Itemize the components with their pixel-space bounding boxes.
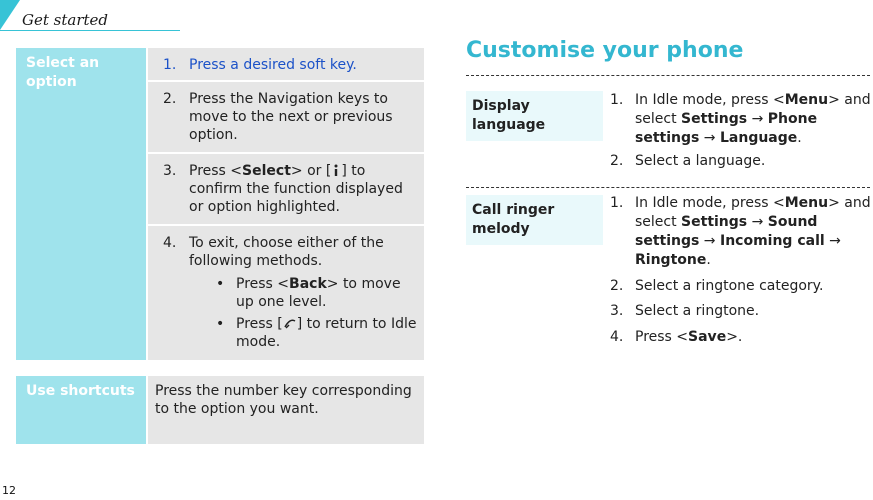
call-ringer-label xyxy=(466,195,603,245)
step-1-num: 1. xyxy=(163,57,177,73)
step-3-post2: ] to confirm the function displayed or option highlighted. xyxy=(189,163,403,215)
dl-language: Language xyxy=(719,130,798,146)
display-language-label-text: Display language xyxy=(472,98,546,133)
dl-arrow-1: → xyxy=(751,111,764,127)
step-3-text xyxy=(189,162,420,216)
step-2-text: Press the Navigation keys to move to the next or previous option. xyxy=(189,91,393,143)
step-1-text: Press a desired soft key. xyxy=(189,57,357,73)
cr-incoming-call: Incoming call xyxy=(719,233,825,249)
cr-arrow-2: → xyxy=(703,233,716,249)
cr-arrow-3: → xyxy=(829,233,841,249)
call-ringer-label-text: Call ringer melody xyxy=(472,202,555,237)
select-option-label xyxy=(16,48,146,360)
bullet-end-pre: Press [ xyxy=(236,316,283,332)
save-key-label: Save xyxy=(688,329,727,345)
display-language-label xyxy=(466,91,603,141)
page-header-title: Get started xyxy=(22,11,109,29)
use-shortcuts-text: Press the number key corresponding to the option you want. xyxy=(155,383,412,417)
cr-step-1-text xyxy=(635,194,873,270)
dl-menu-key: Menu xyxy=(784,92,829,108)
cr-step-3-num: 3. xyxy=(610,303,624,319)
back-key-label: Back xyxy=(289,276,327,292)
cr-s1-b: > and select xyxy=(635,195,871,230)
dl-s1-b: > and select xyxy=(635,92,871,127)
use-shortcuts-row xyxy=(148,376,424,444)
end-call-key-icon xyxy=(283,317,297,330)
cr-ringtone: Ringtone xyxy=(635,252,707,268)
step-2-row xyxy=(148,82,424,152)
dl-s1-a: In Idle mode, press < xyxy=(635,92,785,108)
bullet-end-post: ] to return to Idle mode. xyxy=(236,316,417,350)
info-key-icon xyxy=(331,164,341,177)
cr-settings: Settings xyxy=(681,214,748,230)
cr-sound-settings: Sound settings xyxy=(635,214,818,249)
step-3-post: > or [ xyxy=(290,163,332,179)
cr-s4-post: >. xyxy=(726,329,743,345)
use-shortcuts-label-text: Use shortcuts xyxy=(26,383,135,399)
section-title: Customise your phone xyxy=(466,38,744,63)
header-accent-bar xyxy=(0,0,20,30)
dl-step-1-text xyxy=(635,91,873,148)
cr-arrow-1: → xyxy=(751,214,764,230)
select-key-label: Select xyxy=(242,163,291,179)
select-option-label-text: Select an option xyxy=(26,55,100,90)
bullet-back-pre: Press < xyxy=(236,276,290,292)
step-1-row xyxy=(148,48,424,80)
step-2-num: 2. xyxy=(163,91,177,107)
header-underline xyxy=(0,30,180,31)
cr-step-2-text: Select a ringtone category. xyxy=(635,278,824,294)
step-4-row xyxy=(148,226,424,360)
bullet-end xyxy=(236,315,420,351)
cr-s4-pre: Press < xyxy=(635,329,689,345)
cr-step-4-num: 4. xyxy=(610,329,624,345)
cr-step-4-text xyxy=(635,328,873,347)
bullet-back-post: > to move up one level. xyxy=(236,276,401,310)
cr-s1-a: In Idle mode, press < xyxy=(635,195,785,211)
step-4-text: To exit, choose either of the following methods. xyxy=(189,235,384,269)
dl-arrow-2: → xyxy=(703,130,716,146)
use-shortcuts-label xyxy=(16,376,146,444)
step-3-pre: Press < xyxy=(189,163,243,179)
divider-2 xyxy=(466,187,870,188)
bullet-dot-1: • xyxy=(216,276,225,292)
step-3-row xyxy=(148,154,424,224)
dl-step-1-num: 1. xyxy=(610,92,624,108)
dl-s1-end: . xyxy=(797,130,802,146)
step-4-num: 4. xyxy=(163,235,177,251)
cr-step-1-num: 1. xyxy=(610,195,624,211)
dl-step-2-num: 2. xyxy=(610,153,624,169)
page-number: 12 xyxy=(2,484,16,497)
cr-step-3-text: Select a ringtone. xyxy=(635,303,760,319)
cr-step-2-num: 2. xyxy=(610,278,624,294)
cr-s1-end: . xyxy=(706,252,711,268)
step-3-num: 3. xyxy=(163,163,177,179)
dl-settings: Settings xyxy=(681,111,748,127)
dl-step-2-text: Select a language. xyxy=(635,153,766,169)
bullet-dot-2: • xyxy=(216,316,225,332)
bullet-back xyxy=(236,275,420,311)
cr-menu-key: Menu xyxy=(784,195,829,211)
divider-1 xyxy=(466,75,870,76)
dl-phone-settings: Phone settings xyxy=(635,111,818,146)
